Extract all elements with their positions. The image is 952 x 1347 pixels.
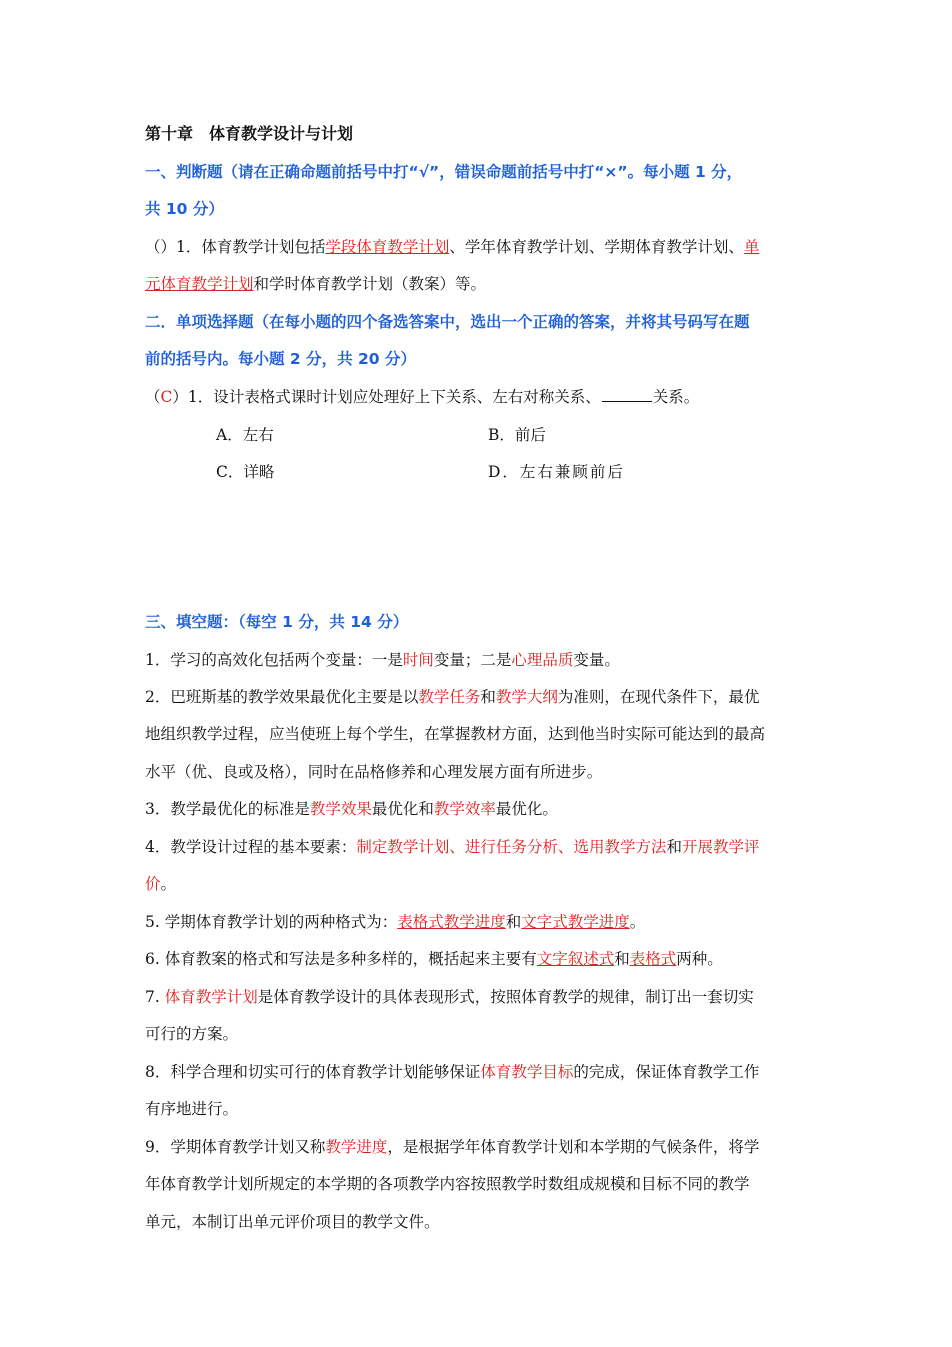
item-text: 9．学期体育教学计划又称 — [145, 1138, 326, 1156]
section1-heading-line2: 共 10 分） — [145, 200, 224, 218]
answer-text: 选用教学方法 — [573, 838, 667, 856]
section2-heading-line1: 二．单项选择题（在每小题的四个备选答案中，选出一个正确的答案，并将其号码写在题 — [145, 313, 750, 331]
fill-item-4-line1 — [145, 837, 813, 857]
item-text: 变量。 — [573, 651, 620, 669]
choice-question-1 — [145, 387, 813, 407]
chapter-title: 第十章 体育教学设计与计划 — [145, 124, 354, 143]
item-text: ，是根据学年体育教学计划和本学期的气候条件，将学 — [387, 1138, 760, 1156]
answer-text: 制定教学计划 — [356, 838, 450, 856]
item-text: 、 — [449, 838, 465, 856]
item-text: 。 — [629, 913, 646, 931]
item-text: 和 — [505, 913, 522, 931]
fill-item-9-line1 — [145, 1137, 813, 1157]
item-text: 为准则，在现代条件下，最优 — [557, 688, 760, 706]
option-d: D．左右兼顾前后 — [488, 463, 625, 481]
answer-text: 表格式 — [629, 950, 677, 968]
item-text: 7. — [145, 988, 165, 1006]
fill-item-9-line3: 单元，本制订出单元评价项目的教学文件。 — [145, 1213, 440, 1231]
answer-text: 教学进度 — [325, 1138, 388, 1156]
fill-item-1 — [145, 650, 813, 670]
item-text: 最优化。 — [495, 800, 558, 818]
judge-question-1-line2 — [145, 274, 813, 294]
answer-text: 心理品质 — [511, 651, 574, 669]
fill-item-2-line3: 水平（优、良或及格），同时在品格修养和心理发展方面有所进步。 — [145, 763, 603, 781]
option-c: C．详略 — [216, 463, 275, 481]
question-text: 、学年体育教学计划、学期体育教学计划、 — [449, 238, 744, 256]
item-text: 5. 学期体育教学计划的两种格式为： — [145, 913, 398, 931]
fill-item-3 — [145, 799, 813, 819]
answer-text: 体育教学计划 — [164, 988, 258, 1006]
item-text: 和 — [666, 838, 682, 856]
fill-item-8-line1 — [145, 1062, 813, 1082]
answer-text: 进行任务分析 — [464, 838, 558, 856]
item-text: 6. 体育教案的格式和写法是多种多样的，概括起来主要有 — [145, 950, 537, 968]
answer-text: 体育教学目标 — [480, 1063, 574, 1081]
answer-text: 时间 — [402, 651, 434, 669]
item-text: 的完成，保证体育教学工作 — [573, 1063, 760, 1081]
item-text: 变量；二是 — [433, 651, 512, 669]
fill-item-2-line2: 地组织教学过程，应当使班上每个学生，在掌握教材方面，达到他当时实际可能达到的最高 — [145, 725, 766, 743]
answer-text: 价 — [145, 875, 161, 893]
item-text: 。 — [160, 875, 177, 893]
fill-item-2-line1 — [145, 687, 813, 707]
item-text: 和 — [614, 950, 630, 968]
answer-text: 文字式教学进度 — [521, 913, 630, 931]
item-text: 2．巴班斯基的教学效果最优化主要是以 — [145, 688, 419, 706]
answer-text: 学段体育教学计划 — [325, 238, 450, 256]
fill-item-7-line1 — [145, 987, 813, 1007]
fill-item-8-line2: 有序地进行。 — [145, 1100, 239, 1118]
question-text: （ — [145, 388, 161, 406]
answer-text: 开展教学评 — [681, 838, 760, 856]
fill-item-5 — [145, 912, 813, 932]
judge-question-1-line1 — [145, 237, 813, 257]
fill-item-7-line2: 可行的方案。 — [145, 1025, 239, 1043]
item-text: 和 — [480, 688, 496, 706]
answer-text: 文字叙述式 — [536, 950, 615, 968]
answer-text: 教学任务 — [418, 688, 481, 706]
item-text: 8．科学合理和切实可行的体育教学计划能够保证 — [145, 1063, 481, 1081]
item-text: 、 — [557, 838, 574, 856]
item-text: 是体育教学设计的具体表现形式，按照体育教学的规律，制订出一套切实 — [257, 988, 754, 1006]
answer-text: 元体育教学计划 — [145, 275, 254, 293]
item-text: 最优化和 — [371, 800, 434, 818]
option-b: B．前后 — [488, 426, 546, 444]
question-text: 关系。 — [652, 388, 700, 406]
answer-text: 教学效率 — [433, 800, 496, 818]
answer-text: 表格式教学进度 — [397, 913, 506, 931]
answer-text: 单 — [743, 238, 760, 256]
section3-heading: 三、填空题：（每空 1 分，共 14 分） — [145, 613, 409, 631]
section1-heading-line1: 一、判断题（请在正确命题前括号中打“√”，错误命题前括号中打“×”。每小题 1 分， — [145, 163, 743, 181]
answer-text: 教学效果 — [309, 800, 372, 818]
question-text: （）1．体育教学计划包括 — [145, 238, 326, 256]
question-text: ）1．设计表格式课时计划应处理好上下关系、左右对称关系、 — [172, 388, 601, 406]
answer-text: 教学大纲 — [495, 688, 558, 706]
fill-item-4-line2 — [145, 874, 813, 894]
item-text: 4．教学设计过程的基本要素： — [145, 838, 357, 856]
item-text: 两种。 — [676, 950, 723, 968]
option-a: A．左右 — [216, 426, 274, 444]
answer-blank — [602, 387, 652, 402]
item-text: 3．教学最优化的标准是 — [145, 800, 310, 818]
section2-heading-line2: 前的括号内。每小题 2 分，共 20 分） — [145, 350, 416, 368]
fill-item-9-line2: 年体育教学计划所规定的本学期的各项教学内容按照教学时数组成规模和目标不同的教学 — [145, 1175, 750, 1193]
question-text: 和学时体育教学计划（教案）等。 — [253, 275, 487, 293]
item-text: 1．学习的高效化包括两个变量：一是 — [145, 651, 403, 669]
answer-letter: C — [160, 388, 173, 406]
fill-item-6 — [145, 949, 813, 969]
